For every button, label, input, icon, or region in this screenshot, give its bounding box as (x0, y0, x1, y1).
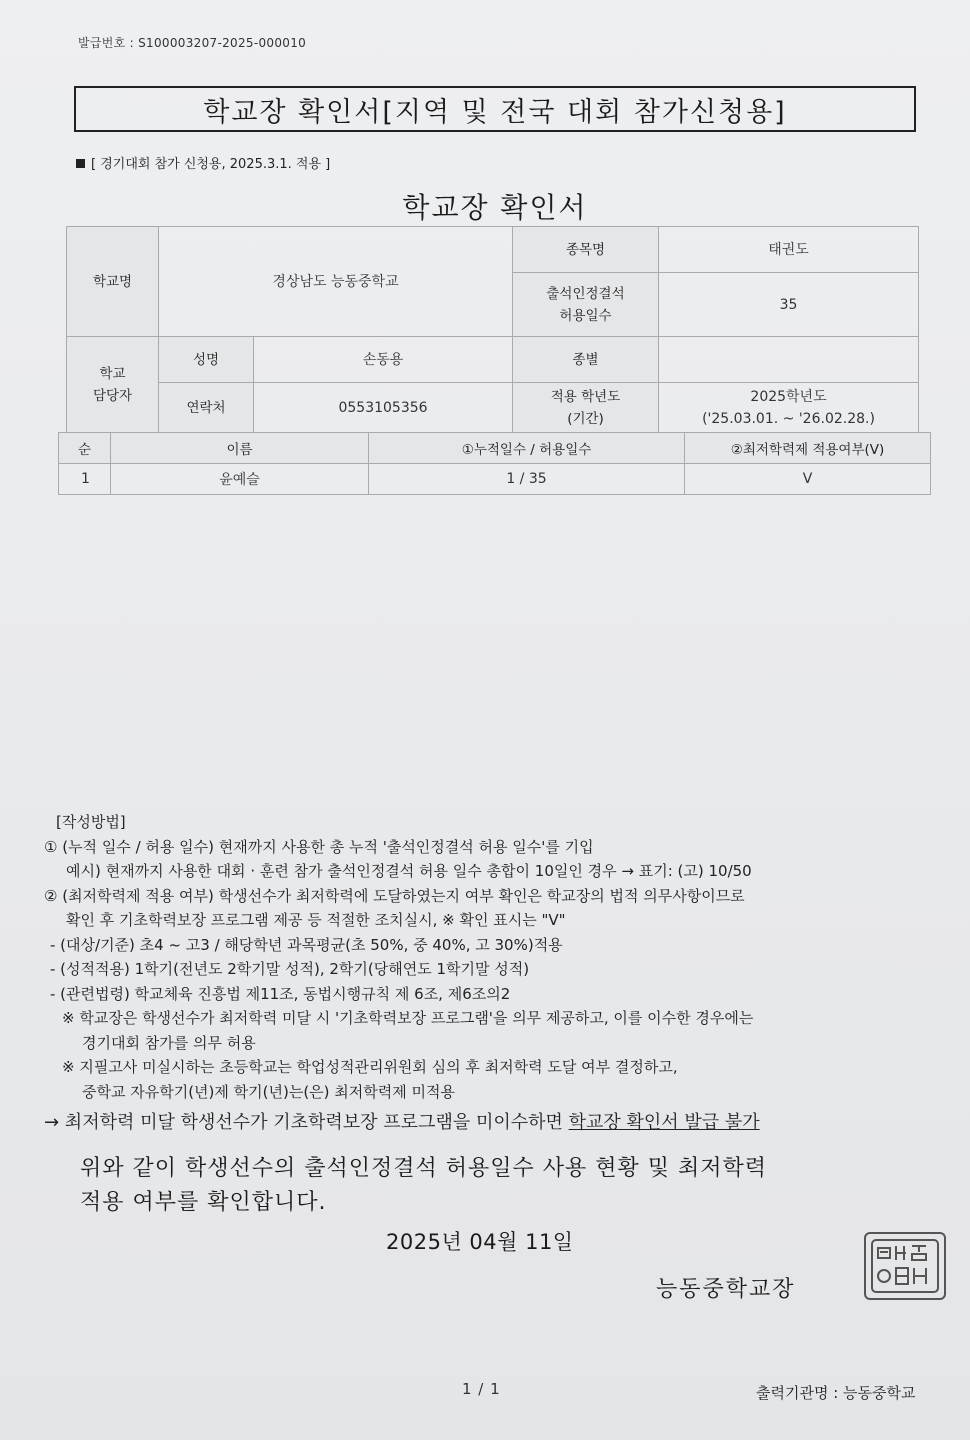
closing-statement (80, 1152, 767, 1220)
manager-label-line2: 담당자 (92, 387, 133, 404)
subtitle (76, 153, 330, 172)
contact-label: 연락처 (159, 383, 254, 433)
row-no: 1 (59, 464, 111, 495)
absence-days-label (513, 273, 659, 337)
instruction-line: - (대상/기준) 초4 ~ 고3 / 해당학년 과목평균(초 50%, 중 40%, 고 30%)적용 (50, 935, 563, 954)
school-name-label: 학교명 (67, 227, 159, 337)
absence-days-value: 35 (659, 273, 919, 337)
instruction-line: ② (최저학력제 적용 여부) 학생선수가 최저학력에 도달하였는지 여부 확인은 학교장의 법적 의무사항이므로 (44, 886, 745, 905)
row-days: 1 / 35 (369, 464, 685, 495)
issue-date: 2025년 04월 11일 (386, 1230, 574, 1254)
header-minimum: ②최저학력제 적용여부(V) (685, 433, 931, 464)
year-value (659, 383, 919, 433)
school-name-value: 경상남도 능동중학교 (159, 227, 513, 337)
type-label: 종별 (513, 337, 659, 383)
header-days: ①누적일수 / 허용일수 (369, 433, 685, 464)
row-minimum: V (685, 464, 931, 495)
student-table-header (59, 433, 931, 464)
name-value: 손동용 (254, 337, 513, 383)
instruction-line: 중학교 자유학기(년)제 학기(년)는(은) 최저학력제 미적용 (82, 1082, 455, 1101)
warning-text: → 최저학력 미달 학생선수가 기초학력보장 프로그램을 미이수하면 (44, 1112, 569, 1133)
instruction-line: ※ 지필고사 미실시하는 초등학교는 학업성적관리위원회 심의 후 최저학력 도달 여부 결정하고, (62, 1058, 678, 1076)
instruction-line: 확인 후 기초학력보장 프로그램 제공 등 적절한 조치실시, ※ 확인 표시는 "V" (66, 911, 566, 929)
instructions (44, 810, 944, 1138)
year-label-line1: 적용 학년도 (550, 388, 621, 405)
row-name: 윤예슬 (111, 464, 369, 495)
instruction-line: 예시) 현재까지 사용한 대회 · 훈련 참가 출석인정결석 허용 일수 총합이 10일인 경우 → 표기: (고) 10/50 (66, 862, 752, 880)
manager-label-line1: 학교 (99, 365, 126, 382)
absence-days-label-line2: 허용일수 (559, 307, 612, 324)
student-table (58, 432, 931, 495)
subtitle-text: [ 경기대회 참가 신청용, 2025.3.1. 적용 ] (91, 157, 331, 172)
document-title: 학교장 확인서 (402, 191, 588, 224)
signer: 능동중학교장 (656, 1277, 796, 1302)
instructions-heading: [작성방법] (56, 813, 126, 831)
output-organization: 출력기관명 : 능동중학교 (756, 1384, 916, 1402)
warning-underlined: 학교장 확인서 발급 불가 (568, 1112, 760, 1133)
instruction-line: ※ 학교장은 학생선수가 최저학력 미달 시 '기초학력보장 프로그램'을 의무 제공하고, 이를 이수한 경우에는 (62, 1009, 754, 1027)
instruction-line: 경기대회 참가를 의무 허용 (82, 1033, 256, 1052)
square-bullet-icon (76, 159, 85, 168)
header-name: 이름 (111, 433, 369, 464)
issue-number: 발급번호 : S100003207-2025-000010 (78, 36, 307, 50)
sport-label: 종목명 (513, 227, 659, 273)
document-box-title: 학교장 확인서[지역 및 전국 대회 참가신청용] (74, 86, 916, 132)
year-value-line1: 2025학년도 (750, 388, 827, 405)
header-no: 순 (59, 433, 111, 464)
year-value-line2: ('25.03.01. ~ '26.02.28.) (702, 410, 875, 427)
closing-line2: 적용 여부를 확인합니다. (80, 1190, 327, 1215)
contact-value: 0553105356 (254, 383, 513, 433)
closing-line1: 위와 같이 학생선수의 출석인정결석 허용일수 사용 현황 및 최저학력 (80, 1156, 768, 1181)
warning-line (44, 1108, 944, 1138)
name-label: 성명 (159, 337, 254, 383)
instruction-line: - (관련법령) 학교체육 진흥법 제11조, 동법시행규칙 제 6조, 제6조의2 (50, 984, 511, 1003)
absence-days-label-line1: 출석인정결석 (546, 285, 625, 302)
type-value (659, 337, 919, 383)
sport-value: 태권도 (659, 227, 919, 273)
info-table (66, 226, 919, 433)
table-row (59, 464, 931, 495)
page-number: 1 / 1 (462, 1380, 501, 1398)
instruction-line: ① (누적 일수 / 허용 일수) 현재까지 사용한 총 누적 '출석인정결석 허용 일수'를 기입 (44, 837, 594, 856)
year-label-line2: (기간) (567, 410, 604, 427)
year-label (513, 383, 659, 433)
manager-label (67, 337, 159, 433)
seal-pattern-icon (868, 1236, 942, 1296)
instruction-line: - (성적적용) 1학기(전년도 2학기말 성적), 2학기(당해연도 1학기말 성적) (50, 960, 530, 978)
official-seal-icon (864, 1232, 946, 1300)
